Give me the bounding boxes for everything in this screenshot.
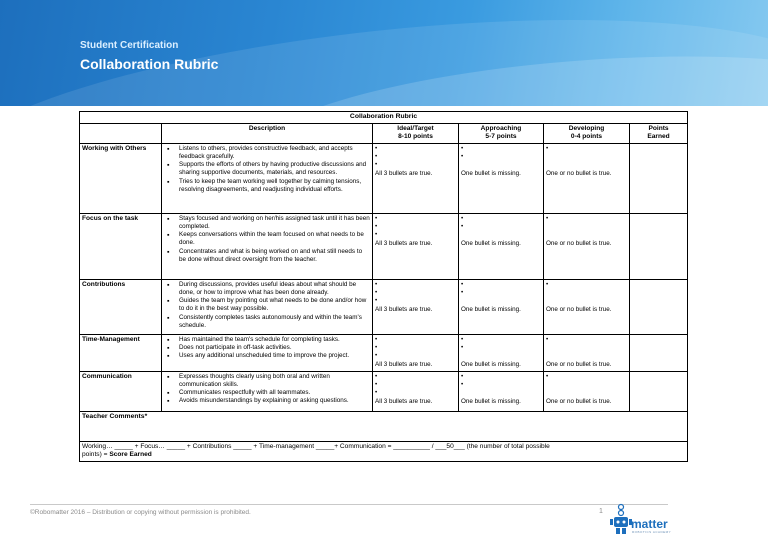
points-earned-cell[interactable] — [630, 279, 688, 334]
header-row — [80, 123, 688, 143]
score-earned-label: Score Earned — [109, 451, 152, 459]
description-cell — [162, 279, 373, 334]
points-earned-cell[interactable] — [630, 334, 688, 371]
header-banner — [0, 0, 768, 106]
header-points-earned: Points Earned — [630, 123, 688, 143]
description-bullet: ▪ Tries to keep the team working well together by calming tensions, resolving disagreements, and readjusting individual efforts. — [164, 178, 370, 194]
description-bullet: ▪ Keeps conversations within the team focused on what needs to be done. — [164, 231, 370, 247]
table-row — [80, 371, 688, 411]
criterion-label: Working with Others — [80, 143, 162, 213]
ideal-cell: • • • All 3 bullets are true. — [373, 213, 459, 279]
table-row — [80, 334, 688, 371]
table-row — [80, 143, 688, 213]
description-bullet: ▪ Avoids misunderstandings by explaining or asking questions. — [164, 397, 370, 405]
table-row — [80, 213, 688, 279]
description-bullet: ▪ Does not participate in off-task activities. — [164, 344, 370, 352]
description-cell — [162, 213, 373, 279]
description-cell — [162, 371, 373, 411]
description-bullet: ▪ Uses any additional unscheduled time to improve the project. — [164, 352, 370, 360]
points-earned-cell[interactable] — [630, 213, 688, 279]
developing-cell: • One or no bullet is true. — [544, 279, 630, 334]
developing-cell: • One or no bullet is true. — [544, 213, 630, 279]
ideal-cell: • • • All 3 bullets are true. — [373, 371, 459, 411]
description-bullet: ▪ Expresses thoughts clearly using both oral and written communication skills. — [164, 373, 370, 389]
developing-cell: • One or no bullet is true. — [544, 334, 630, 371]
banner-title: Collaboration Rubric — [80, 56, 219, 72]
logo-wordmark: matter — [631, 517, 668, 531]
description-bullet: ▪ Supports the efforts of others by having productive discussions and sharing supportive documents, materials, and resources. — [164, 161, 370, 177]
ideal-cell: • • • All 3 bullets are true. — [373, 279, 459, 334]
rubric-table — [79, 111, 688, 462]
logo-subtitle: ROBOTICS ACADEMY — [632, 530, 672, 534]
ideal-cell: • • • All 3 bullets are true. — [373, 143, 459, 213]
teacher-comments-row — [80, 411, 688, 441]
points-earned-cell[interactable] — [630, 371, 688, 411]
approaching-cell: • • One bullet is missing. — [459, 371, 544, 411]
description-bullet: ▪ Stays focused and working on her/his assigned task until it has been completed. — [164, 215, 370, 231]
banner-subtitle: Student Certification — [80, 40, 179, 51]
score-formula — [80, 441, 688, 461]
criterion-label: Focus on the task — [80, 213, 162, 279]
description-cell — [162, 334, 373, 371]
description-bullet: ▪ Guides the team by pointing out what needs to be done and/or how to do it in the best way possible. — [164, 297, 370, 313]
ideal-cell: • • • All 3 bullets are true. — [373, 334, 459, 371]
page-number: 1 — [599, 508, 603, 515]
approaching-cell: • • One bullet is missing. — [459, 279, 544, 334]
criterion-label: Time-Management — [80, 334, 162, 371]
developing-cell: • One or no bullet is true. — [544, 371, 630, 411]
header-ideal: Ideal/Target 8-10 points — [373, 123, 459, 143]
footer-divider — [30, 504, 668, 505]
robomatter-logo — [608, 503, 678, 539]
header-developing: Developing 0-4 points — [544, 123, 630, 143]
formula-line1: Working… _____ + Focus… _____ + Contributions _____ + Time-management _____+ Communication = __________ / ___50___ (the number of total possible — [82, 442, 550, 450]
description-bullet: ▪ Concentrates and what is being worked on and what still needs to be done without direct oversight from the teacher. — [164, 248, 370, 264]
description-bullet: ▪ During discussions, provides useful ideas about what should be done, or how to improve what has been done already. — [164, 281, 370, 297]
header-approaching: Approaching 5-7 points — [459, 123, 544, 143]
header-description: Description — [162, 123, 373, 143]
criterion-label: Communication — [80, 371, 162, 411]
footer-copyright: ©Robomatter 2016 – Distribution or copying without permission is prohibited. — [30, 509, 251, 516]
approaching-cell: • • One bullet is missing. — [459, 334, 544, 371]
table-caption: Collaboration Rubric — [80, 112, 688, 124]
description-cell — [162, 143, 373, 213]
teacher-comments[interactable]: Teacher Comments* — [80, 411, 688, 441]
points-earned-cell[interactable] — [630, 143, 688, 213]
description-bullet: ▪ Has maintained the team's schedule for completing tasks. — [164, 336, 370, 344]
description-bullet: ▪ Communicates respectfully with all teammates. — [164, 389, 370, 397]
formula-line2: points) = — [82, 451, 110, 459]
score-formula-row — [80, 441, 688, 461]
developing-cell: • One or no bullet is true. — [544, 143, 630, 213]
approaching-cell: • • One bullet is missing. — [459, 213, 544, 279]
table-row — [80, 279, 688, 334]
header-empty — [80, 123, 162, 143]
description-bullet: ▪ Consistently completes tasks autonomously and within the team's schedule. — [164, 314, 370, 330]
approaching-cell: • • One bullet is missing. — [459, 143, 544, 213]
description-bullet: ▪ Listens to others, provides constructive feedback, and accepts feedback gracefully. — [164, 145, 370, 161]
criterion-label: Contributions — [80, 279, 162, 334]
